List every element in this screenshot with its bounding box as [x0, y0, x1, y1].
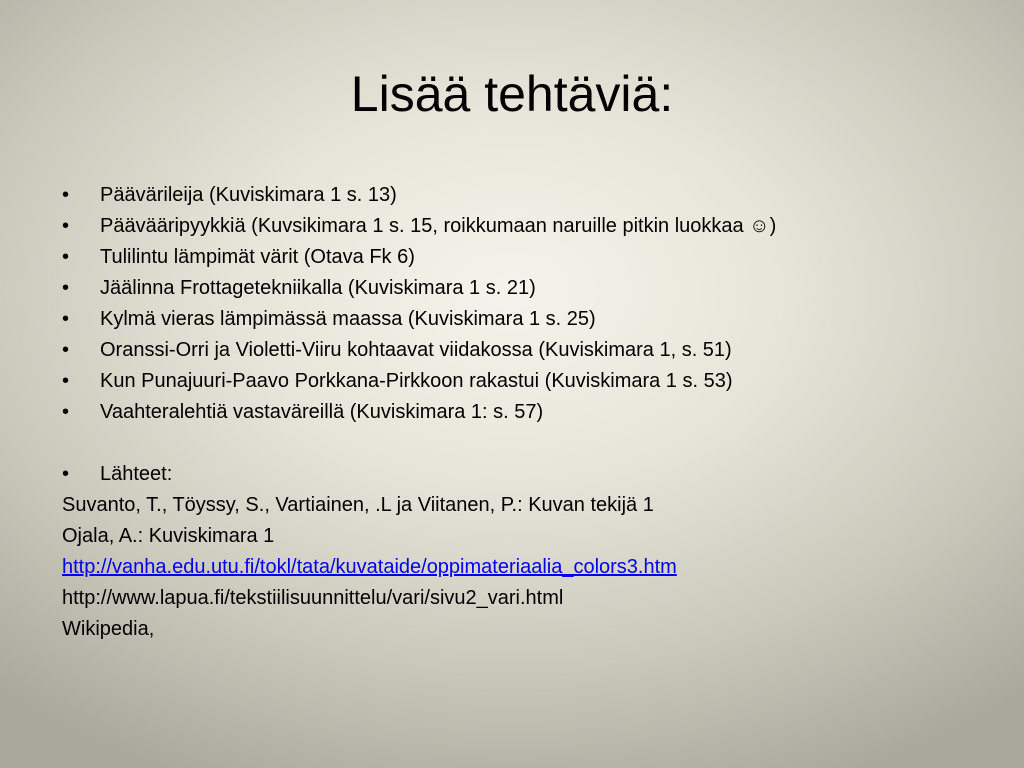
source-link[interactable]: http://vanha.edu.utu.fi/tokl/tata/kuvataide/oppimateriaalia_colors3.htm: [62, 556, 677, 578]
list-item: [62, 242, 962, 273]
task-text: Vaahteralehtiä vastaväreillä (Kuviskimara 1: s. 57): [100, 401, 544, 423]
bullet-icon: •: [62, 370, 70, 392]
task-text: Tulilintu lämpimät värit (Otava Fk 6): [100, 246, 415, 268]
bullet-icon: •: [62, 463, 70, 485]
sources-heading-item: [62, 459, 962, 490]
sources-list: [62, 459, 962, 490]
bullet-icon: •: [62, 308, 70, 330]
task-text: Jäälinna Frottagetekniikalla (Kuviskimara 1 s. 21): [100, 277, 536, 299]
bullet-icon: •: [62, 246, 70, 268]
bullet-icon: •: [62, 184, 70, 206]
sources-heading: Lähteet:: [100, 463, 173, 485]
slide-content: [62, 180, 962, 645]
list-item: [62, 180, 962, 211]
list-item: [62, 366, 962, 397]
spacer: [62, 428, 962, 459]
list-item: [62, 335, 962, 366]
list-item: [62, 304, 962, 335]
source-url: http://www.lapua.fi/tekstiilisuunnittelu/vari/sivu2_vari.html: [62, 587, 564, 609]
task-text: Kun Punajuuri-Paavo Porkkana-Pirkkoon rakastui (Kuviskimara 1 s. 53): [100, 370, 733, 392]
task-text: Päävärileija (Kuviskimara 1 s. 13): [100, 184, 397, 206]
source-book-1: Suvanto, T., Töyssy, S., Vartiainen, .L ja Viitanen, P.: Kuvan tekijä 1: [62, 494, 654, 516]
list-item: [62, 397, 962, 428]
slide-title: Lisää tehtäviä:: [350, 66, 674, 122]
bullet-icon: •: [62, 277, 70, 299]
bullet-icon: •: [62, 339, 70, 361]
task-text: Päävääripyykkiä (Kuvsikimara 1 s. 15, roikkumaan naruille pitkin luokkaa ☺): [100, 215, 777, 237]
task-list: [62, 180, 962, 428]
task-text: Kylmä vieras lämpimässä maassa (Kuviskimara 1 s. 25): [100, 308, 596, 330]
bullet-icon: •: [62, 215, 70, 237]
source-book-2: Ojala, A.: Kuviskimara 1: [62, 525, 275, 547]
list-item: [62, 211, 962, 242]
list-item: [62, 273, 962, 304]
source-wikipedia: Wikipedia,: [62, 618, 155, 640]
task-text: Oranssi-Orri ja Violetti-Viiru kohtaavat viidakossa (Kuviskimara 1, s. 51): [100, 339, 732, 361]
bullet-icon: •: [62, 401, 70, 423]
